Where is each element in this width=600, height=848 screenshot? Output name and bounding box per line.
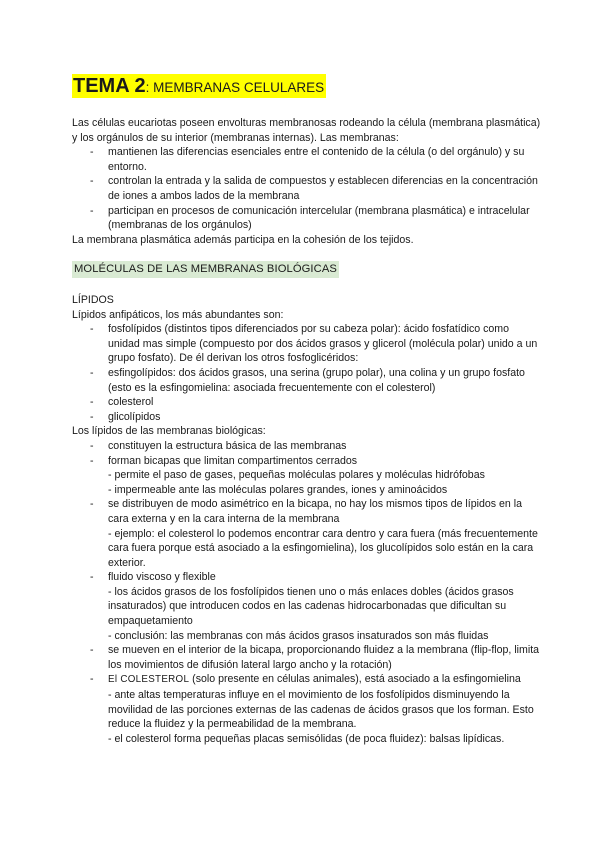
property-subpoint: - el colesterol forma pequeñas placas semisólidas (de poca fluidez): balsas lipídicas.: [108, 732, 505, 745]
intro-block: [72, 116, 542, 247]
property-item: - fluido viscoso y flexible - los ácidos grasos de los fosfolípidos tienen uno o más enlaces dobles (ácidos grasos insaturados) que introducen codos en las cadenas hidrocarbonadas que dificultan su empaquetamiento - conclusión: las membranas con más ácidos grasos insaturados son más fluidas: [72, 570, 542, 643]
lipid-item: - esfingolípidos: dos ácidos grasos, una serina (grupo polar), una colina y un grupo fosfato (esto es la esfingomielina: asociada frecuentemente con el colesterol): [90, 366, 525, 394]
intro-closing: La membrana plasmática además participa en la cohesión de los tejidos.: [72, 233, 414, 246]
lipids-block: [72, 293, 542, 746]
intro-lead: Las células eucariotas poseen envolturas membranosas rodeando la célula (membrana plasmática) y los orgánulos de su interior (membranas internas). Las membranas:: [72, 117, 541, 144]
lipids-lead: Lípidos anfipáticos, los más abundantes son:: [72, 308, 284, 321]
intro-item: - controlan la entrada y la salida de compuestos y establecen diferencias en la concentración de iones a ambos lados de la membrana: [90, 175, 538, 202]
intro-item: - participan en procesos de comunicación intercelular (membrana plasmática) e intracelular (membranas de los orgánulos): [90, 204, 530, 232]
property-item: - constituyen la estructura básica de las membranas: [90, 439, 347, 452]
title-text: : MEMBRANAS CELULARES: [145, 80, 325, 95]
cholesterol-label: El COLESTEROL: [108, 674, 190, 686]
property-subpoint: - impermeable ante las moléculas polares grandes, iones y aminoácidos: [108, 483, 448, 496]
title-number: TEMA 2: [73, 75, 146, 97]
property-item: - se mueven en el interior de la bicapa, proporcionando fluidez a la membrana (flip-flop, limita los movimientos de difusión lateral largo ancho y la rotación): [90, 644, 540, 671]
property-item: - forman bicapas que limitan compartimentos cerrados - permite el paso de gases, pequeñas moléculas polares y moléculas hidrófobas - impermeable ante las moléculas polares grandes, iones y aminoácidos: [72, 454, 542, 498]
property-subpoint: - ejemplo: el colesterol lo podemos encontrar cara dentro y cara fuera (más frecuentemente cara fuera porque está asociado a la esfingomielina), los glucolípidos solo están en la cara exterior.: [108, 527, 538, 569]
property-subpoint: - ante altas temperaturas influye en el movimiento de los fosfolípidos disminuyendo la movilidad de las porciones externas de las cadenas de ácidos grasos que los forman. Esto reduce la fluidez y la permeabilidad de la membrana.: [108, 689, 534, 731]
lipid-item: - glicolípidos: [90, 410, 161, 423]
property-item: - El COLESTEROL (solo presente en células animales), está asociado a la esfingomielina - ante altas temperaturas influye en el movimiento de los fosfolípidos disminuyendo la movilidad de las porciones externas de las cadenas de ácidos grasos que los forman. Esto reduce la fluidez y la permeabilidad de la membrana. - el colesterol forma pequeñas placas semisólidas (de poca fluidez): balsas lipídicas.: [72, 672, 542, 746]
lipid-item: - fosfolípidos (distintos tipos diferenciados por su cabeza polar): ácido fosfatídico como unidad mas simple (compuesto por dos ácidos grasos y glicerol (molécula polar) unido a un grupo fosfato). De él derivan los otros fosfoglicéridos:: [90, 323, 538, 365]
lipid-item: - colesterol: [90, 396, 154, 409]
property-item: - se distribuyen de modo asimétrico en la bicapa, no hay los mismos tipos de lípidos en la cara externa y en la cara interna de la membrana - ejemplo: el colesterol lo podemos encontrar cara dentro y cara fuera (más frecuentemente cara fuera porque está asociado a la esfingomielina), los glucolípidos solo están en la cara exterior.: [72, 497, 542, 570]
lipids-lead-2: Los lípidos de las membranas biológicas:: [72, 425, 266, 438]
property-subpoint: - permite el paso de gases, pequeñas moléculas polares y moléculas hidrófobas: [108, 469, 485, 482]
intro-item: - mantienen las diferencias esenciales entre el contenido de la célula (o del orgánulo) y su entorno.: [90, 146, 525, 173]
property-subpoint: - conclusión: las membranas con más ácidos grasos insaturados son más fluidas: [108, 629, 489, 642]
section-heading: MOLÉCULAS DE LAS MEMBRANAS BIOLÓGICAS: [72, 261, 339, 278]
property-subpoint: - los ácidos grasos de los fosfolípidos tienen uno o más enlaces dobles (ácidos grasos insaturados) que introducen codos en las cadenas hidrocarbonadas que dificultan su empaquetamiento: [108, 585, 514, 628]
page-title: [72, 74, 326, 98]
lipids-heading: LÍPIDOS: [72, 294, 114, 306]
